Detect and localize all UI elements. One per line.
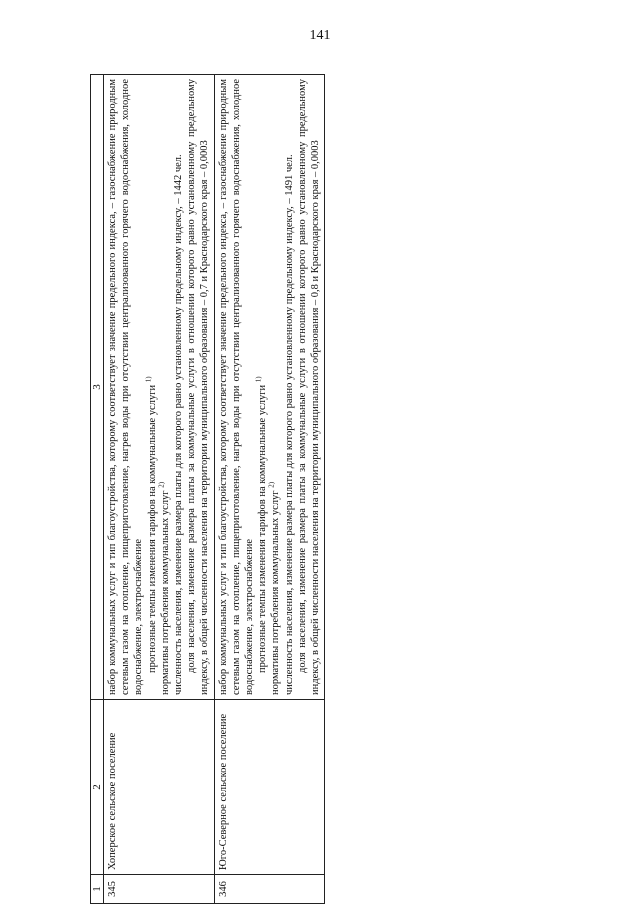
tariff-forecast-text: прогнозные темпы изменения тарифов на коммунальные услуги $^{1)}$ <box>254 376 269 673</box>
column-header-2: 2 <box>91 700 104 875</box>
consumption-norms-text: нормативы потребления коммунальных услуг $^{2)}$ <box>157 481 171 695</box>
table-header-row <box>91 75 104 904</box>
rotated-table-container <box>90 74 420 904</box>
settlement-name: Юго-Северное сельское поселение <box>214 700 325 875</box>
row-number: 345 <box>104 875 215 904</box>
footnote-2: 2) <box>267 481 276 488</box>
column-header-3: 3 <box>91 75 104 700</box>
table-row <box>214 75 325 904</box>
column-header-1: 1 <box>91 875 104 904</box>
population-share-text: доля населения, изменение размера платы за коммунальные услуги в отношении которого равно установленному предельному индексу, в общей численности населения на территории муниципального образования – 0,7 и Краснодарского края – 0,0003 <box>186 79 211 695</box>
page-number: 141 <box>309 28 331 43</box>
row-number: 346 <box>214 875 325 904</box>
row-description <box>214 75 325 700</box>
population-text: численность населения, изменение размера платы для которого равно установленному предельному индексу, – 1442 чел. <box>173 154 185 695</box>
settlement-name: Хоперское сельское поселение <box>104 700 215 875</box>
footnote-1: 1) <box>144 376 153 383</box>
tariff-forecast-text: прогнозные темпы изменения тарифов на коммунальные услуги $^{1)}$ <box>144 376 158 673</box>
table-row <box>104 75 215 904</box>
population-share-text: доля населения, изменение размера платы за коммунальные услуги в отношении которого равно установленному предельному индексу, в общей численности населения на территории муниципального образования – 0,8 и Краснодарского края – 0,0003 <box>296 79 322 695</box>
footnote-1: 1) <box>254 376 263 383</box>
data-table <box>90 74 325 904</box>
services-set-text: набор коммунальных услуг и тип благоустройства, которому соответствует значение предельного индекса, – газоснабжение природным сетевым газом на отопление, пищеприготовление, нагрев воды при отсутствии централизованного горячего водоснабжения, холодное водоснабжение, электроснабжение <box>217 79 256 695</box>
population-text: численность населения, изменение размера платы для которого равно установленному предельному индексу, – 1491 чел. <box>283 154 295 695</box>
footnote-2: 2) <box>157 481 166 488</box>
services-set-text: набор коммунальных услуг и тип благоустройства, которому соответствует значение предельного индекса, – газоснабжение природным сетевым газом на отопление, пищеприготовление, нагрев воды при отсутствии централизованного горячего водоснабжения, холодное водоснабжение, электроснабжение <box>107 79 145 695</box>
consumption-norms-text: нормативы потребления коммунальных услуг $^{2)}$ <box>267 481 282 695</box>
row-description <box>104 75 215 700</box>
